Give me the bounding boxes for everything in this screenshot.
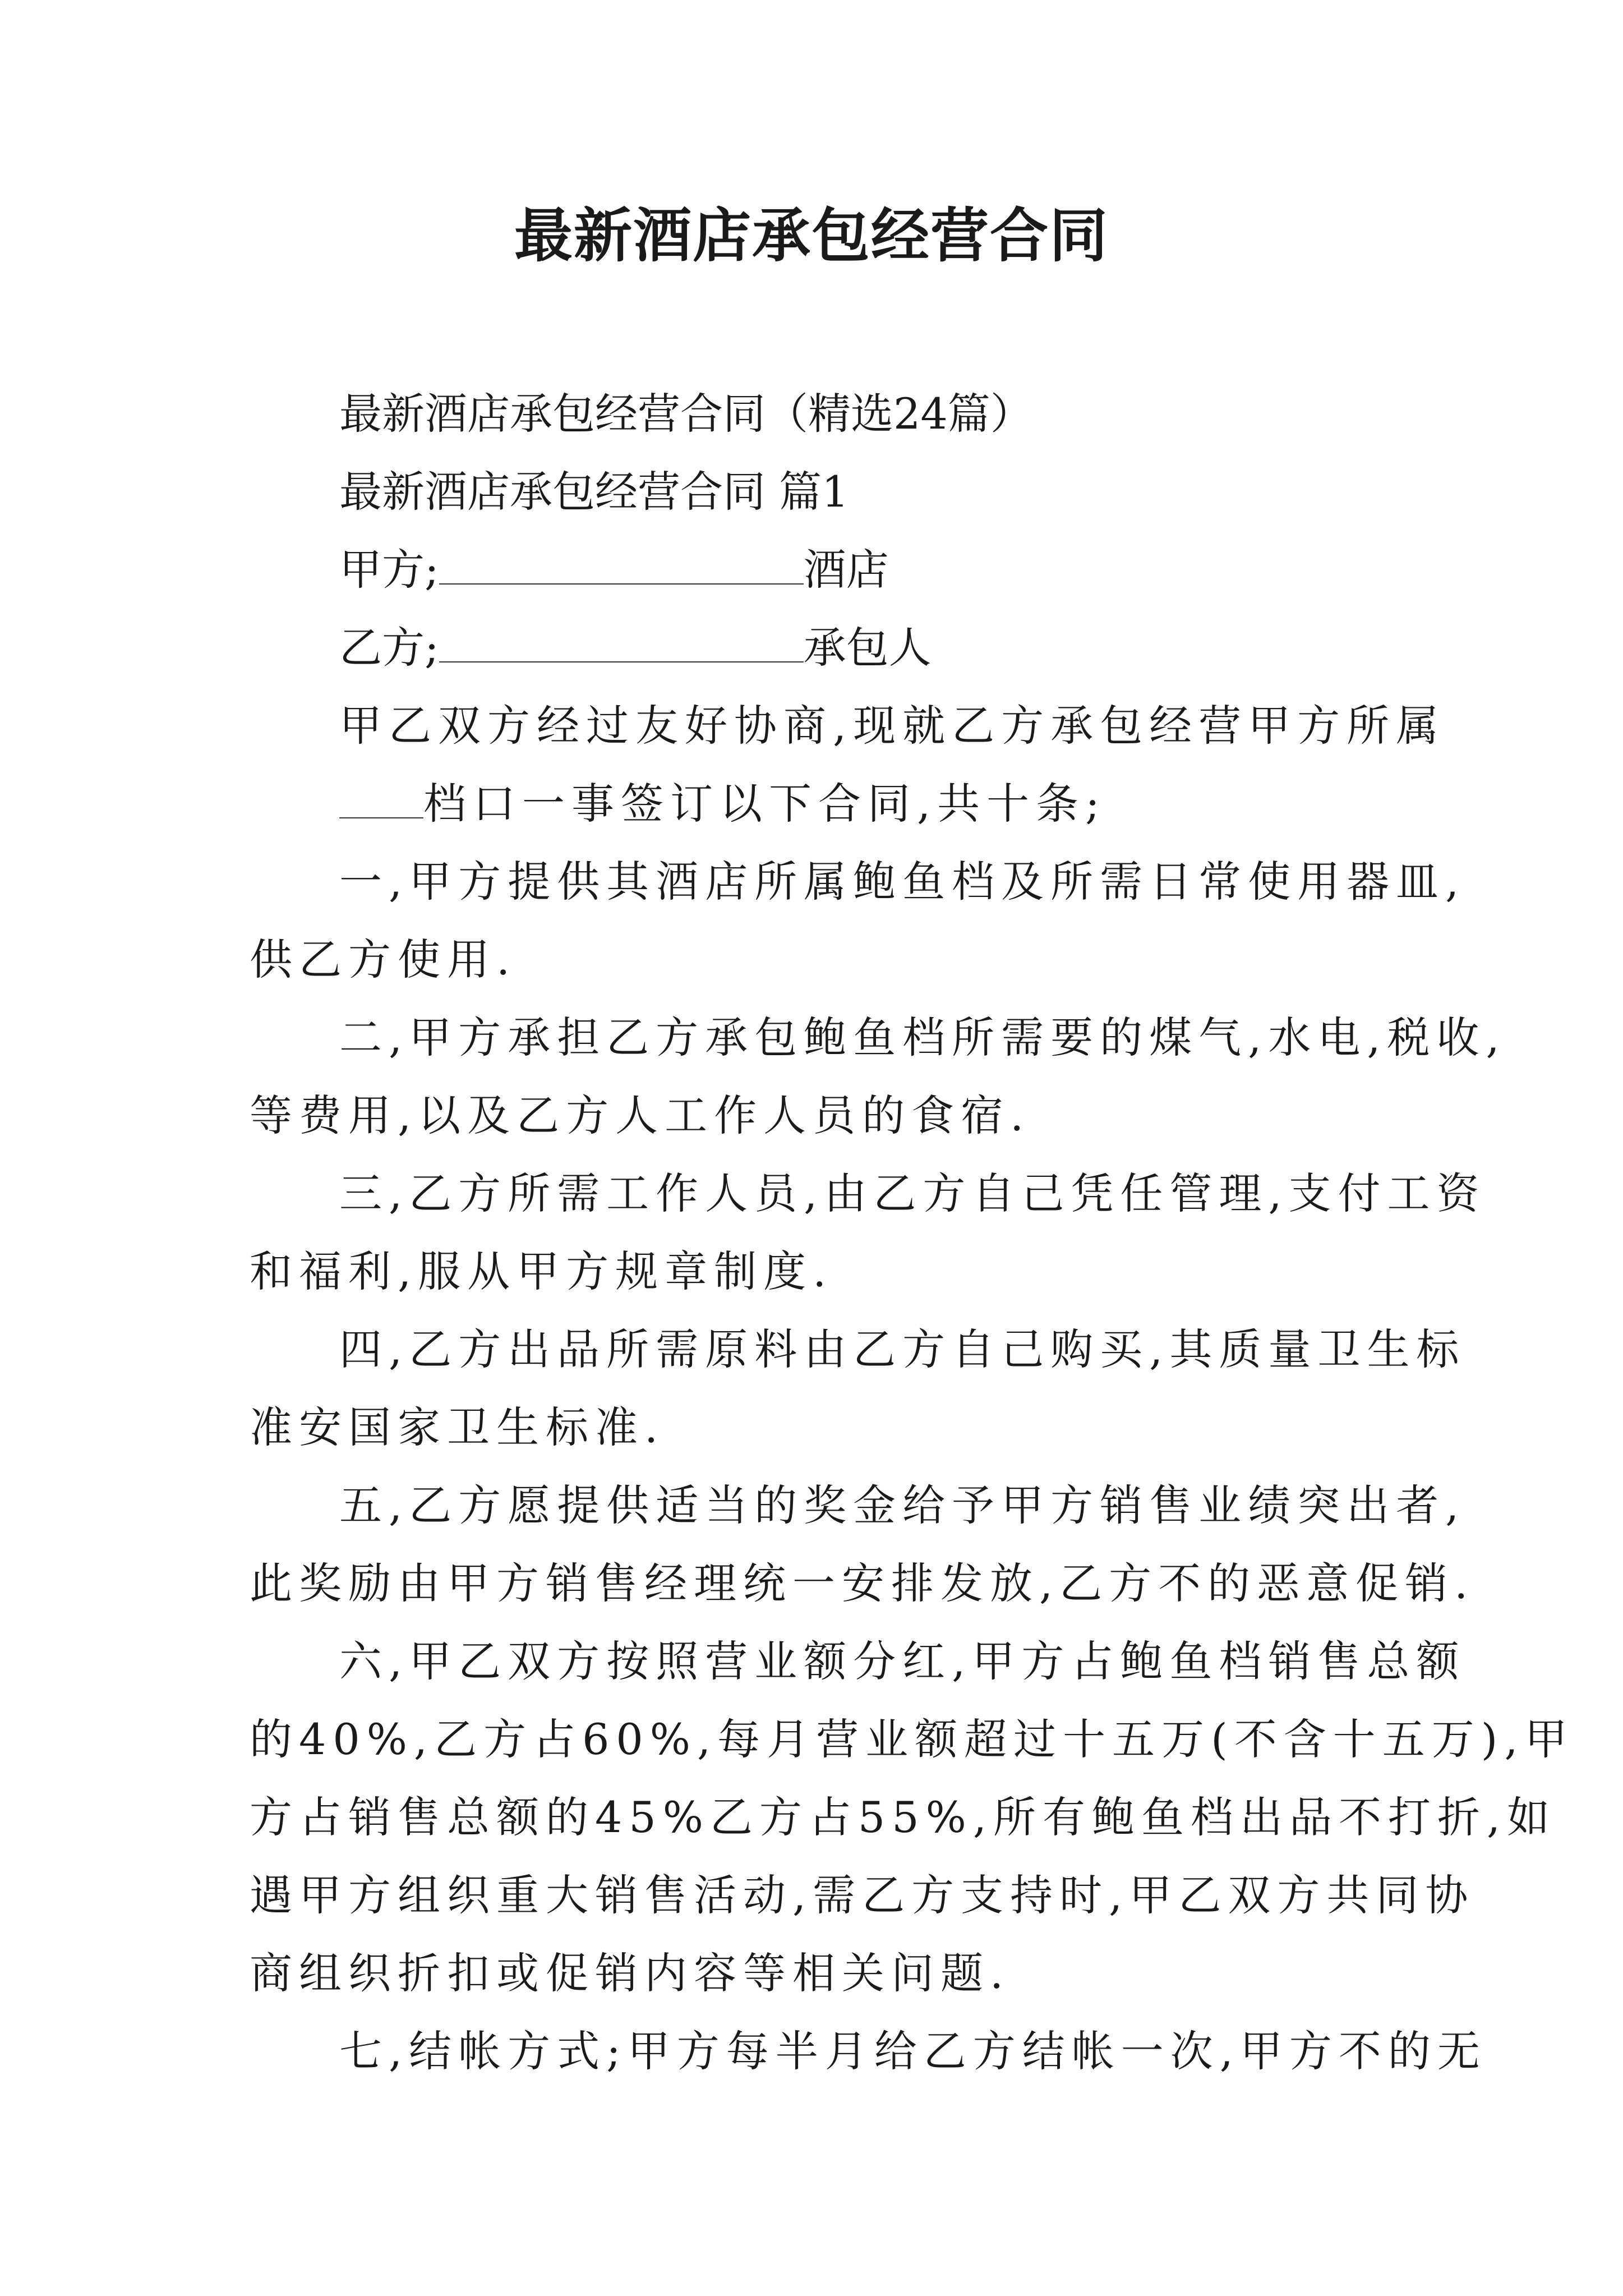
intro-line-1: 甲乙双方经过友好协商,现就乙方承包经营甲方所属 (339, 701, 1446, 751)
clause-3-line-1: 三,乙方所需工作人员,由乙方自己凭任管理,支付工资 (339, 1168, 1486, 1218)
clause-5-line-1: 五,乙方愿提供适当的奖金给予甲方销售业绩突出者, (339, 1480, 1466, 1530)
party-a-blank (439, 544, 804, 585)
clause-6-line-1: 六,甲乙双方按照营业额分红,甲方占鲍鱼档销售总额 (339, 1636, 1466, 1686)
document-title: 最新酒店承包经营合同 (514, 201, 1109, 270)
clause-3-line-2: 和福利,服从甲方规章制度. (250, 1246, 833, 1296)
clause-7-line-1: 七,结帐方式;甲方每半月给乙方结帐一次,甲方不的无 (339, 2026, 1487, 2076)
stall-blank (339, 778, 423, 818)
party-a-label: 甲方; (339, 545, 439, 595)
party-b-label: 乙方; (339, 623, 439, 673)
party-b-suffix: 承包人 (803, 623, 932, 673)
clause-2-line-2: 等费用,以及乙方人工作人员的食宿. (250, 1091, 1031, 1140)
clause-2-line-1: 二,甲方承担乙方承包鲍鱼档所需要的煤气,水电,税收, (339, 1013, 1506, 1062)
clause-1-line-1: 一,甲方提供其酒店所属鲍鱼档及所需日常使用器皿, (339, 857, 1466, 907)
clause-6-line-3: 方占销售总额的45%乙方占55%,所有鲍鱼档出品不打折,如 (250, 1792, 1557, 1842)
document-body (250, 375, 1574, 2090)
clause-5-line-2: 此奖励由甲方销售经理统一安排发放,乙方不的恶意促销. (250, 1558, 1475, 1608)
clause-4-line-1: 四,乙方出品所需原料由乙方自己购买,其质量卫生标 (339, 1324, 1466, 1374)
clause-6-line-4: 遇甲方组织重大销售活动,需乙方支持时,甲乙双方共同协 (250, 1870, 1475, 1920)
party-a-line (250, 531, 1399, 609)
section-heading: 最新酒店承包经营合同 篇1 (339, 467, 849, 517)
party-b-line (250, 609, 1399, 687)
clause-6-line-2: 的40%,乙方占60%,每月营业额超过十五万(不含十五万),甲 (250, 1714, 1574, 1764)
subtitle: 最新酒店承包经营合同（精选24篇） (339, 389, 1033, 439)
party-b-blank (439, 622, 804, 662)
clause-6-line-5: 商组织折扣或促销内容等相关问题. (250, 1948, 1011, 1998)
clause-1-line-2: 供乙方使用. (250, 935, 517, 984)
intro-line-2 (250, 765, 1399, 843)
clause-4-line-2: 准安国家卫生标准. (250, 1402, 665, 1452)
party-a-suffix: 酒店 (803, 545, 889, 595)
intro-line-2-text: 档口一事签订以下合同,共十条; (423, 779, 1106, 829)
